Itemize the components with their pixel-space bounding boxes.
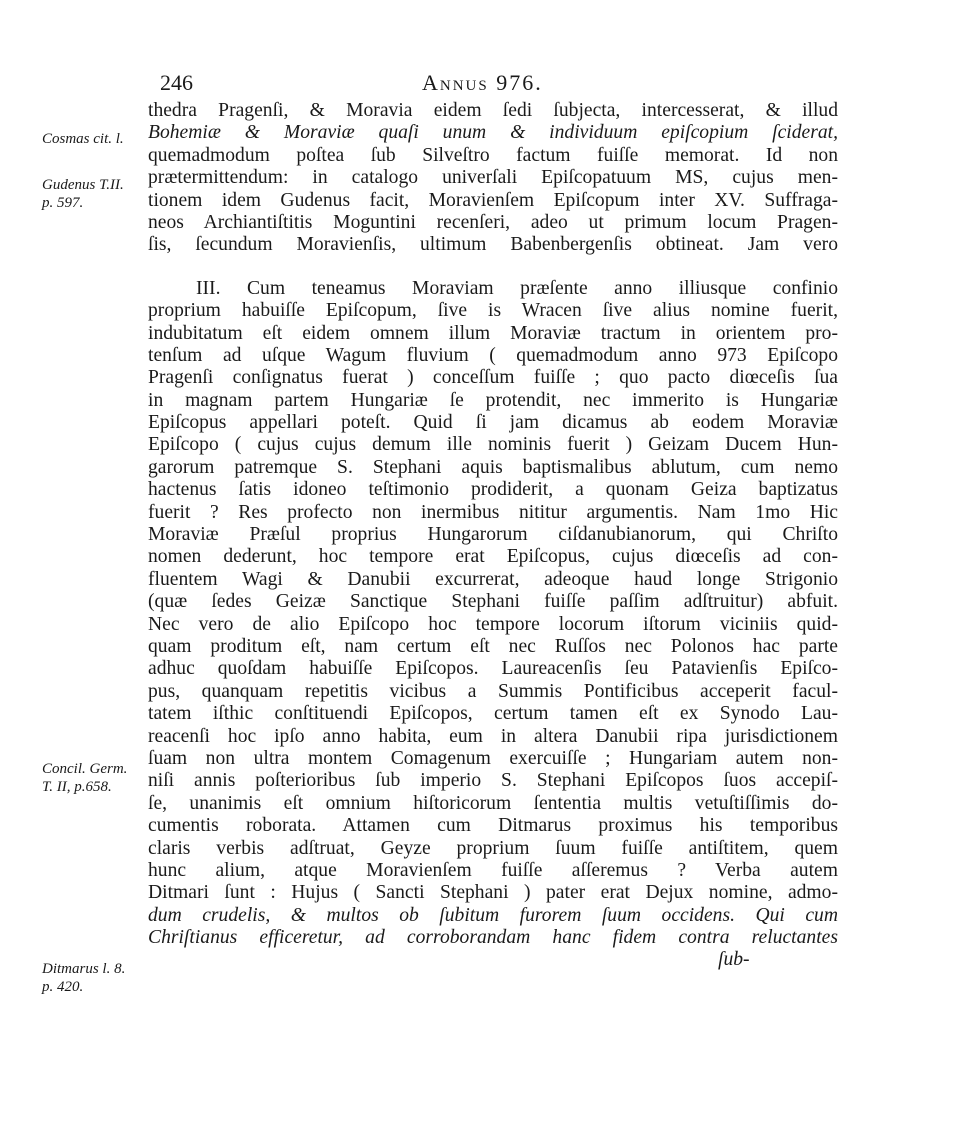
text-line: Bohemiæ & Moraviæ quaſi unum & individuum epiſcopium ſciderat, <box>148 122 838 144</box>
text-line: niſi annis poſterioribus ſub imperio S. Stephani Epiſcopos ſuos accepiſ- <box>148 770 838 792</box>
page-number: 246 <box>160 70 193 95</box>
text-line: Epiſcopus appellari poteſt. Quid ſi jam dicamus ab eodem Moraviæ <box>148 412 838 434</box>
page-header <box>0 70 960 100</box>
text-line: tatem iſthic conſtituendi Epiſcopos, certum tamen eſt ex Synodo Lau- <box>148 703 838 725</box>
text-line: in magnam partem Hungariæ ſe protendit, nec immerito is Hungariæ <box>148 389 838 411</box>
text-line: ſe, unanimis eſt omnium hiſtoricorum ſententia multis vetuſtiſſimis do- <box>148 792 838 814</box>
margin-note-line: Gudenus T.II. <box>42 177 124 193</box>
text-line: Moraviæ Præſul proprius Hungarorum ciſdanubianorum, qui Chriſto <box>148 524 838 546</box>
text-line: quemadmodum poſtea ſub Silveſtro factum fuiſſe memorat. Id non <box>148 144 838 166</box>
margin-note-line: T. II, p.658. <box>42 779 112 795</box>
margin-note <box>42 960 125 996</box>
text-line: ſuam non ultra montem Comagenum exercuiſſe ; Hungariam autem non- <box>148 747 838 769</box>
margin-note <box>42 760 127 796</box>
text-line: Chriſtianus efficeretur, ad corroborandam hanc fidem contra reluctantes <box>148 927 838 949</box>
text-line: adhuc quoſdam habuiſſe Epiſcopos. Laureacenſis ſeu Patavienſis Epiſco- <box>148 658 838 680</box>
text-line: thedra Pragenſi, & Moravia eidem ſedi ſubjecta, intercesserat, & illud <box>148 100 838 121</box>
text-line: prætermittendum: in catalogo univerſali Epiſcopatuum MS, cujus men- <box>148 167 838 189</box>
catchword: ſub- <box>718 949 750 971</box>
text-line: Nec vero de alio Epiſcopo hoc tempore locorum iſtorum viciniis quid- <box>148 613 838 635</box>
text-line: Epiſcopo ( cujus cujus demum ille nominis fuerit ) Geizam Ducem Hun- <box>148 434 838 456</box>
text-line: garorum patremque S. Stephani aquis baptismalibus ablutum, cum nemo <box>148 456 838 478</box>
margin-note-line: Concil. Germ. <box>42 761 128 777</box>
text-line: hunc alium, atque Moravienſem fuiſſe aſſeremus ? Verba autem <box>148 859 838 881</box>
text-line: proprium habuiſſe Epiſcopum, ſive is Wracen ſive alius nomine fuerit, <box>148 300 838 322</box>
margin-note-line: Cosmas cit. l. <box>42 131 124 147</box>
text-line: tenſum ad uſque Wagum fluvium ( quemadmodum anno 973 Epiſcopo <box>148 344 838 366</box>
text-line: (quæ ſedes Geizæ Sanctique Stephani fuiſſe paſſim adſtruitur) abfuit. <box>148 591 838 613</box>
paragraph-2 <box>148 278 838 950</box>
text-line: neos Archiantiſtitis Moguntini recenſeri, adeo ut primum locum Pragen- <box>148 211 838 233</box>
text-line: reacenſi hoc ipſo anno habita, eum in altera Danubii ripa jurisdictionem <box>148 725 838 747</box>
text-line: ſis, ſecundum Moravienſis, ultimum Babenbergenſis obtineat. Jam vero <box>148 234 838 256</box>
text-line: Ditmari ſunt : Hujus ( Sancti Stephani ) pater erat Dejux nomine, admo- <box>148 882 838 904</box>
text-line: nomen dederunt, hoc tempore erat Epiſcopus, cujus diœceſis ad con- <box>148 546 838 568</box>
margin-note-line: p. 420. <box>42 979 84 995</box>
text-line: fuerit ? Res profecto non inermibus nititur argumentis. Nam 1mo Hic <box>148 501 838 523</box>
text-line: claris verbis adſtruat, Geyze proprium ſuum fuiſſe antiſtitem, quem <box>148 837 838 859</box>
text-line: cumentis roborata. Attamen cum Ditmarus proximus his temporibus <box>148 815 838 837</box>
text-line: dum crudelis, & multos ob ſubitum furorem ſuum occidens. Qui cum <box>148 904 838 926</box>
body-text <box>148 100 838 972</box>
running-title: Annus 976. <box>422 70 543 95</box>
text-line: hactenus ſatis idoneo teſtimonio prodiderit, a quonam Geiza baptizatus <box>148 479 838 501</box>
paragraph-1 <box>148 100 838 257</box>
text-line: indubitatum eſt eidem omnem illum Moraviæ tractum in orientem pro- <box>148 322 838 344</box>
text-line: Pragenſi conſignatus fuerat ) conceſſum fuiſſe ; quo pacto diœceſis ſua <box>148 367 838 389</box>
text-line: tionem idem Gudenus facit, Moravienſem Epiſcopum inter XV. Suffraga- <box>148 189 838 211</box>
margin-note <box>42 176 124 212</box>
text-line: III. Cum teneamus Moraviam præſente anno illiusque confinio <box>196 277 838 299</box>
text-line: pus, quanquam repetitis vicibus a Summis Pontificibus acceperit facul- <box>148 680 838 702</box>
margin-note-line: Ditmarus l. 8. <box>42 961 126 977</box>
text-line: fluentem Wagi & Danubii excurrerat, adeoque haud longe Strigonio <box>148 568 838 590</box>
text-line: quam proditum eſt, nam certum eſt nec Ruſſos nec Polonos hac parte <box>148 635 838 657</box>
margin-note <box>42 130 124 148</box>
margin-note-line: p. 597. <box>42 195 84 211</box>
